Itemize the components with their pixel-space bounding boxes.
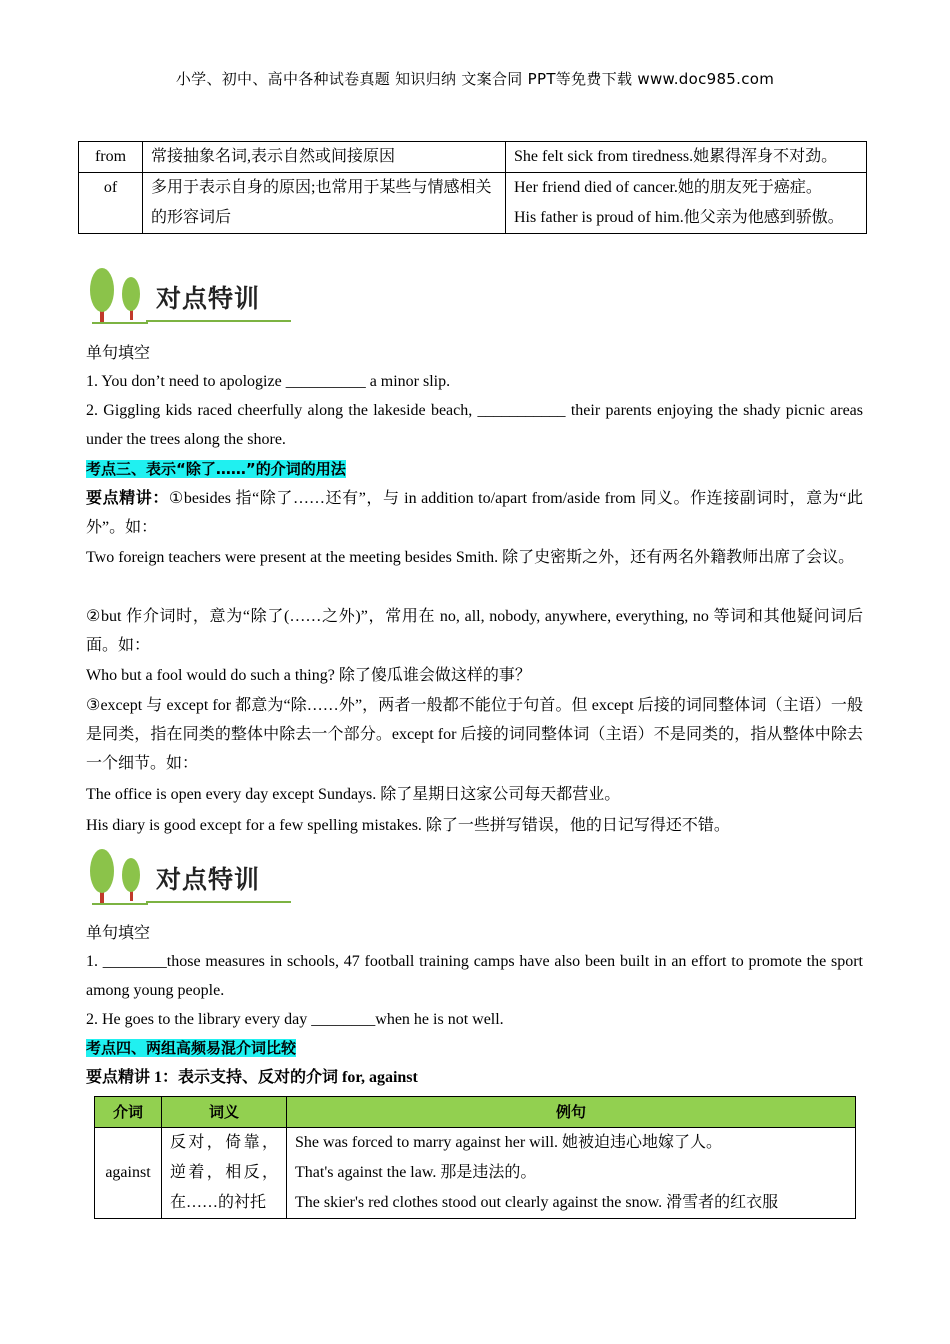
- example-cell: [287, 1128, 856, 1219]
- section-title-text: 考点三、表示“除了……”的介词的用法: [86, 460, 346, 478]
- example-line: The skier's red clothes stood out clearly against the snow. 滑雪者的红衣服: [295, 1194, 779, 1211]
- section-title: [86, 455, 863, 484]
- table-row: [79, 173, 867, 234]
- section-title-text: 考点四、两组高频易混介词比较: [86, 1039, 297, 1057]
- example-cell: [506, 173, 867, 234]
- key-label: 要点精讲：: [86, 490, 169, 507]
- column-header: 例句: [287, 1097, 856, 1128]
- example-line: She felt sick from tiredness.她累得浑身不对劲。: [514, 148, 838, 165]
- section-subtitle: 要点精讲 1：表示支持、反对的介词 for, against: [86, 1069, 418, 1086]
- answer-blank: __________: [285, 373, 366, 390]
- column-header: 介词: [95, 1097, 162, 1128]
- example-line: Her friend died of cancer.她的朋友死于癌症。: [514, 179, 822, 196]
- prep-cell: of: [79, 173, 143, 234]
- practice-heading: 单句填空: [86, 345, 151, 362]
- banner-title: 对点特训: [156, 865, 261, 894]
- example-cell: [506, 142, 867, 173]
- table-row: [95, 1128, 856, 1219]
- meaning-cell: 反对，倚靠，逆着，相反，在……的衬托: [162, 1128, 287, 1219]
- prep-cell: from: [79, 142, 143, 173]
- column-header: 词义: [162, 1097, 287, 1128]
- example-sentence: His diary is good except for a few spelling mistakes. 除了一些拼写错误，他的日记写得还不错。: [86, 817, 730, 834]
- key-point-3: ③except 与 except for 都意为“除……外”，两者一般都不能位于句首。但 except 后接的词同整体词（主语）一般是同类，指在同类的整体中除去一个部分。except for 后接的词同整体词（主语）不是同类的，指从整体中除去一个细节。如：: [86, 697, 863, 772]
- question-2: 2. Giggling kids raced cheerfully along the lakeside beach, ___________ their parents enjoying the shady picnic areas under the trees along the shore.: [86, 402, 863, 448]
- question-2: 2. He goes to the library every day ________when he is not well.: [86, 1011, 504, 1028]
- tree-icon: [86, 845, 148, 907]
- example-line: His father is proud of him.他父亲为他感到骄傲。: [514, 209, 844, 226]
- table-row: [79, 142, 867, 173]
- practice-heading: 单句填空: [86, 925, 151, 942]
- example-sentence: The office is open every day except Sundays. 除了星期日这家公司每天都营业。: [86, 786, 621, 803]
- example-line: That's against the law. 那是违法的。: [295, 1164, 537, 1181]
- banner-title: 对点特训: [156, 284, 261, 313]
- usage-cell: 多用于表示自身的原因;也常用于某些与情感相关的形容词后: [143, 173, 506, 234]
- question-1: 1. ________those measures in schools, 47 football training camps have also been built in an effort to promote the sport among young people.: [86, 953, 863, 999]
- question-text: a minor slip.: [369, 373, 451, 390]
- example-line: She was forced to marry against her will. 她被迫违心地嫁了人。: [295, 1134, 723, 1151]
- cause-preposition-table: [78, 141, 867, 234]
- table-header-row: [95, 1097, 856, 1128]
- divider: [146, 320, 291, 322]
- divider: [146, 901, 291, 903]
- tree-icon: [86, 264, 148, 326]
- usage-cell: 常接抽象名词,表示自然或间接原因: [143, 142, 506, 173]
- example-sentence: Two foreign teachers were present at the meeting besides Smith. 除了史密斯之外，还有两名外籍教师出席了会议。: [86, 549, 855, 566]
- key-point-1: [86, 484, 863, 542]
- key-point-2: ②but 作介词时，意为“除了(……之外)”，常用在 no, all, nobody, anywhere, everything, no 等词和其他疑问词后面。如：: [86, 608, 863, 654]
- support-oppose-table: [94, 1096, 856, 1219]
- question-1: [86, 367, 863, 396]
- practice-banner: [86, 264, 291, 326]
- question-text: 1. You don’t need to apologize: [86, 373, 282, 390]
- paragraph: ①besides 指“除了……还有”，与 in addition to/apart from/aside from 同义。作连接副词时，意为“此外”。如：: [86, 490, 863, 536]
- prep-cell: against: [95, 1128, 162, 1219]
- page-header: 小学、初中、高中各种试卷真题 知识归纳 文案合同 PPT等免费下载 www.doc985.com: [175, 70, 775, 88]
- example-sentence: Who but a fool would do such a thing? 除了傻瓜谁会做这样的事？: [86, 667, 531, 684]
- practice-banner: [86, 845, 291, 907]
- section-title: [86, 1034, 863, 1063]
